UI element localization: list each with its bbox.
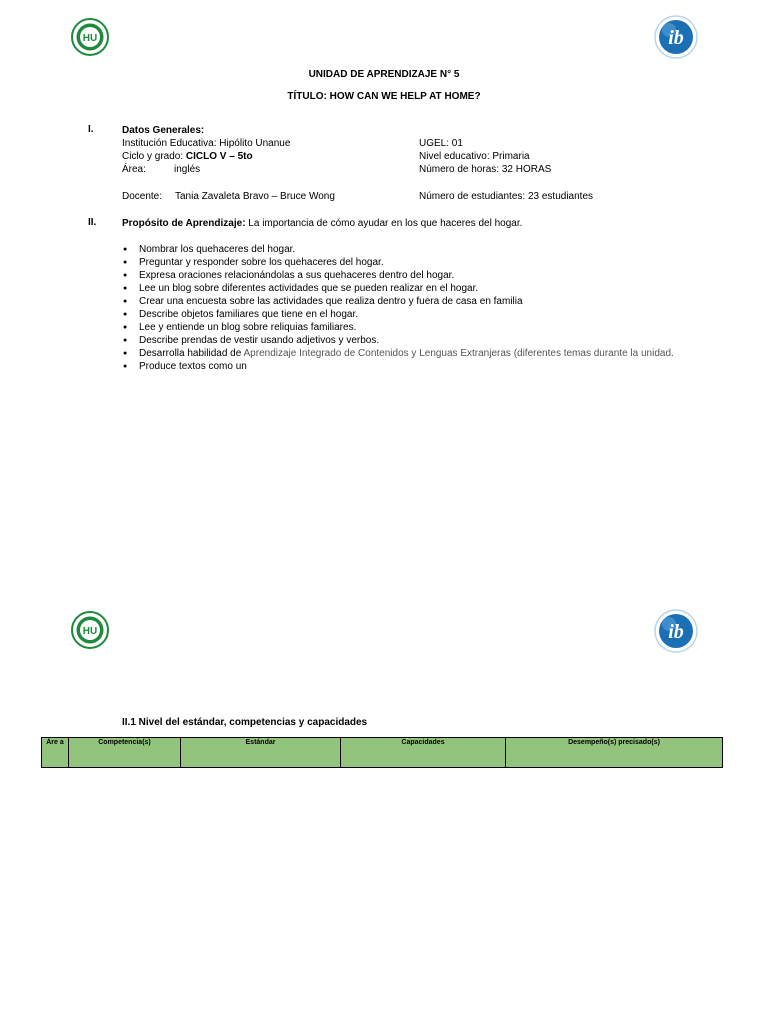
document-title: UNIDAD DE APRENDIZAJE N° 5 [308, 69, 460, 80]
column-header-capacidades: Capacidades [341, 738, 506, 768]
list-item: ● Crear una encuesta sobre las actividades que realiza dentro y fuera de casa en familia [121, 295, 681, 308]
list-item: ● Expresa oraciones relacionándolas a sus quehaceres dentro del hogar. [121, 269, 681, 282]
area-value: inglés [174, 164, 201, 175]
svg-text:HU: HU [82, 626, 98, 637]
purpose-line [122, 217, 522, 230]
teacher-value: Tania Zavaleta Bravo – Bruce Wong [175, 191, 335, 202]
standards-table [41, 737, 723, 768]
list-item: ● Produce textos como un [121, 360, 681, 373]
document-subtitle: TÍTULO: HOW CAN WE HELP AT HOME? [287, 91, 481, 102]
cycle-label: Ciclo y grado: [122, 151, 186, 162]
list-item [121, 347, 681, 360]
institution-field: Institución Educativa: Hipólito Unanue [122, 138, 291, 149]
students-field: Número de estudiantes: 23 estudiantes [419, 191, 593, 202]
column-header-desempenos: Desempeño(s) precisado(s) [506, 738, 723, 768]
hours-field: Número de horas: 32 HORAS [419, 164, 552, 175]
level-field: Nivel educativo: Primaria [419, 151, 530, 162]
ib-logo [654, 609, 698, 653]
column-header-estandar: Estándar [181, 738, 341, 768]
cycle-field [122, 150, 253, 163]
school-logo [71, 611, 109, 649]
table-header-row [42, 738, 723, 768]
teacher-label: Docente: [122, 191, 163, 202]
svg-text:ib: ib [668, 621, 684, 643]
purpose-heading: Propósito de Aprendizaje: [122, 218, 246, 229]
list-item: ● Lee y entiende un blog sobre reliquias familiares. [121, 321, 681, 334]
school-logo [71, 18, 109, 56]
list-item: ● Nombrar los quehaceres del hogar. [121, 243, 681, 256]
area-label: Área: [122, 164, 146, 175]
list-item: ● Describe prendas de vestir usando adjetivos y verbos. [121, 334, 681, 347]
list-item-text: Desarrolla habilidad de [139, 348, 244, 359]
purpose-list [121, 243, 681, 373]
section-number: I. [88, 124, 94, 135]
column-header-area: Áre a [42, 738, 69, 768]
list-item: ● Describe objetos familiares que tiene en el hogar. [121, 308, 681, 321]
svg-text:ib: ib [668, 27, 684, 49]
column-header-competencia: Competencia(s) [69, 738, 181, 768]
ib-logo [654, 15, 698, 59]
purpose-text: La importancia de cómo ayudar en los que haceres del hogar. [245, 218, 523, 229]
list-item-text-gray: Aprendizaje Integrado de Contenidos y Lenguas Extranjeras (diferentes temas durante la unidad. [243, 348, 674, 359]
list-item: ● Preguntar y responder sobre los quehaceres del hogar. [121, 256, 681, 269]
cycle-value: CICLO V – 5to [185, 151, 253, 162]
ugel-field: UGEL: 01 [419, 138, 463, 149]
list-item: ● Lee un blog sobre diferentes actividades que se pueden realizar en el hogar. [121, 282, 681, 295]
subsection-heading: II.1 Nivel del estándar, competencias y capacidades [122, 717, 368, 728]
section-number: II. [88, 217, 97, 228]
section-heading: Datos Generales: [122, 125, 205, 136]
svg-text:HU: HU [82, 33, 98, 44]
